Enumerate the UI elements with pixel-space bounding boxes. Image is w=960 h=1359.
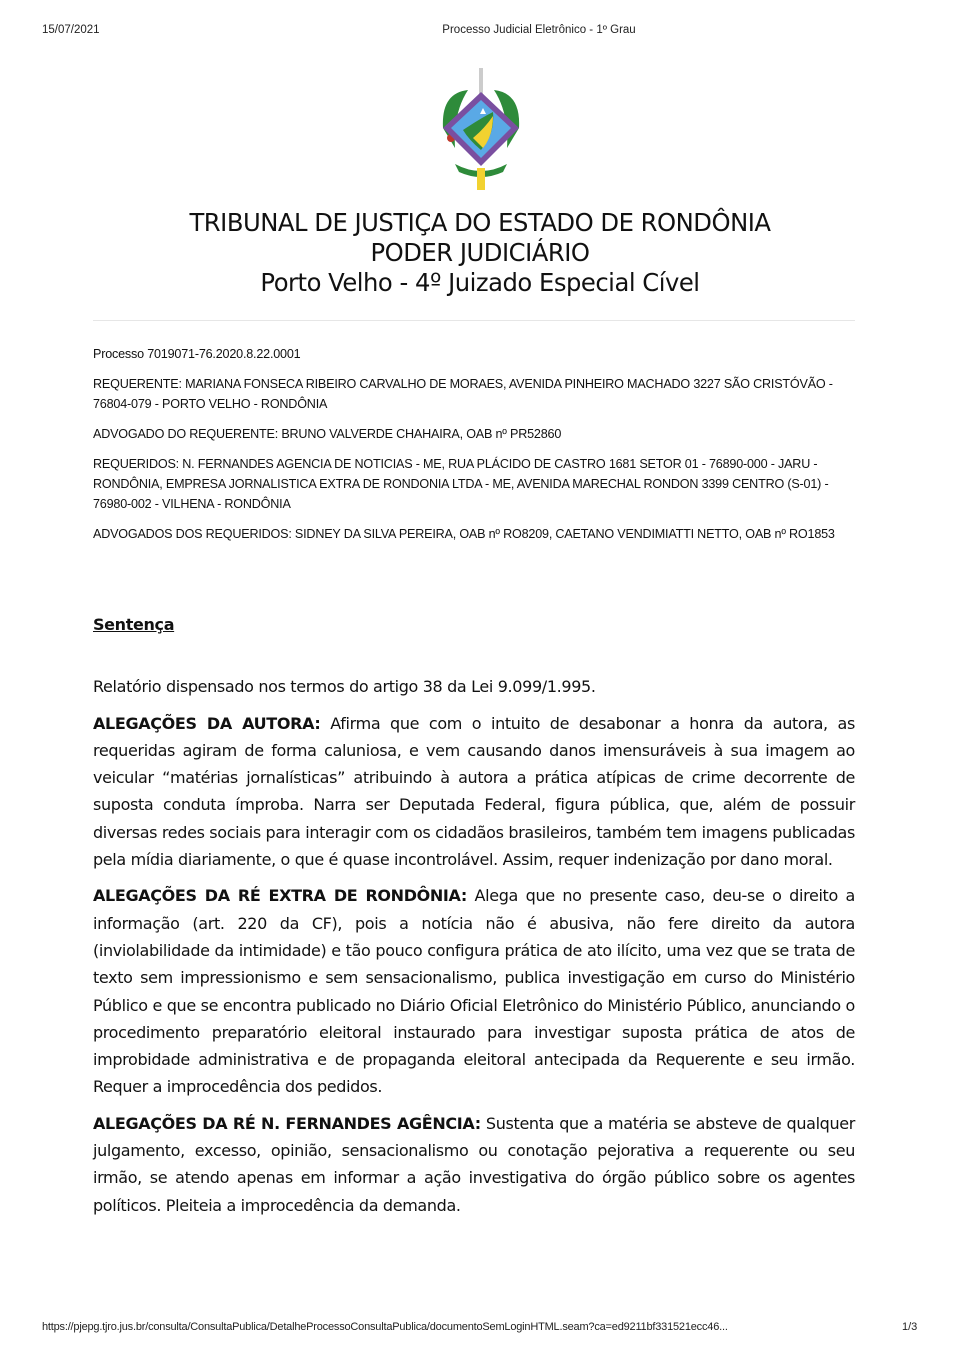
plaintiff-lawyer: ADVOGADO DO REQUERENTE: BRUNO VALVERDE CHAHAIRA, OAB nº PR52860 [93, 427, 562, 441]
case-info [93, 344, 863, 554]
paragraph-re-fernandes [93, 1110, 855, 1219]
coat-of-arms-icon [433, 68, 529, 192]
case-number: Processo 7019071-76.2020.8.22.0001 [93, 347, 301, 361]
defendants-lawyers: ADVOGADOS DOS REQUERIDOS: SIDNEY DA SILVA PEREIRA, OAB nº RO8209, CAETANO VENDIMIATTI NETTO, OAB nº RO1853 [93, 527, 835, 541]
page-number: 1/3 [902, 1321, 918, 1333]
defendants: REQUERIDOS: N. FERNANDES AGENCIA DE NOTICIAS - ME, RUA PLÁCIDO DE CASTRO 1681 SETOR 01 - 76890-000 - JARU - RONDÔNIA, EMPRESA JORNALISTICA EXTRA DE RONDONIA LTDA - ME, AVENIDA MARECHAL RONDON 3399 CENTRO (S-01) - 76980-002 - VILHENA - RONDÔNIA [93, 457, 829, 511]
paragraph-text: Alega que no presente caso, deu-se o direito a informação (art. 220 da CF), pois a notícia não é abusiva, não fere direito da autora (inviolabilidade da intimidade) e tão pouco configura prática de ato ilícito, uma vez que se trata de texto sem impressionismo e sem sensacionalismo, publica investigação em curso do Ministério Público e que se encontra publicado no Diário Oficial Eletrônico do Ministério Público, anunciando o procedimento preparatório eleitoral instaurado para investigar suposta prática de atos de improbidade administrativa e de propaganda eleitoral antecipada da Requerente e seu irmão. Requer a improcedência dos pedidos. [93, 886, 855, 1097]
paragraph-autora [93, 710, 855, 874]
report-paragraph: Relatório dispensado nos termos do artigo 38 da Lei 9.099/1.995. [93, 677, 596, 697]
court-heading [0, 208, 960, 298]
paragraph-text: Afirma que com o intuito de desabonar a honra da autora, as requeridas agiram de forma caluniosa, e vem causando danos imensuráveis à sua imagem ao veicular “matérias jornalísticas” atribuindo à autora a prática atípicas de crime decorrente de suposta conduta ímproba. Narra ser Deputada Federal, figura pública, que, além de possuir diversas redes sociais para interagir com os cidadãos brasileiros, também tem imagens publicadas pela mídia diariamente, o que é quase incontrolável. Assim, requer indenização por dano moral. [93, 713, 855, 870]
paragraph-text: Sustenta que a matéria se absteve de qualquer julgamento, excesso, opinião, sensacionalismo ou conotação pejorativa a requerente ou seu irmão, se atendo apenas em informar a ação investigativa do órgão público sobre os agentes políticos. Pleiteia a improcedência da demanda. [93, 1113, 855, 1215]
print-title: Processo Judicial Eletrônico - 1º Grau [442, 24, 636, 36]
paragraph-label: ALEGAÇÕES DA RÉ EXTRA DE RONDÔNIA: [93, 886, 467, 906]
plaintiff: REQUERENTE: MARIANA FONSECA RIBEIRO CARVALHO DE MORAES, AVENIDA PINHEIRO MACHADO 3227 SÃO CRISTÓVÃO - 76804-079 - PORTO VELHO - RONDÔNIA [93, 377, 833, 411]
court-name: TRIBUNAL DE JUSTIÇA DO ESTADO DE RONDÔNIA [189, 208, 771, 237]
court-branch: PODER JUDICIÁRIO [370, 238, 590, 267]
sentence-body [93, 611, 855, 1228]
print-url: https://pjepg.tjro.jus.br/consulta/ConsultaPublica/DetalheProcessoConsultaPublica/documentoSemLoginHTML.seam?ca=ed9211bf331521ecc46... [42, 1321, 728, 1333]
paragraph-label: ALEGAÇÕES DA RÉ N. FERNANDES AGÊNCIA: [93, 1113, 481, 1133]
print-date: 15/07/2021 [42, 24, 100, 36]
court-unit: Porto Velho - 4º Juizado Especial Cível [260, 268, 700, 297]
sentence-heading: Sentença [93, 615, 175, 634]
paragraph-re-extra [93, 882, 855, 1100]
divider [93, 320, 855, 321]
paragraph-label: ALEGAÇÕES DA AUTORA: [93, 713, 321, 733]
